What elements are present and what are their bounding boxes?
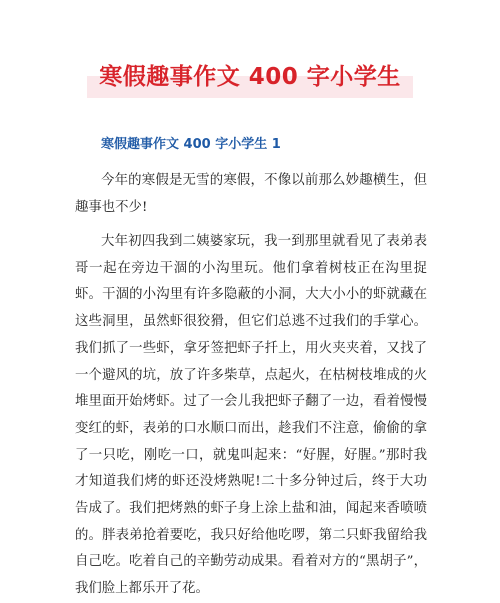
document-title: 寒假趣事作文 400 字小学生 [87,58,413,98]
paragraph-2: 大年初四我到二姨婆家玩，我一到那里就看见了表弟表哥一起在旁边干涸的小沟里玩。他们拿着树枝正在沟里捉虾。干涸的小沟里有许多隐蔽的小洞，大大小小的虾就藏在这些洞里，虽然虾很狡猾，但它们总逃不过我们的手掌心。我们抓了一些虾，拿牙签把虾子扦上，用火夹夹着，又找了一个避风的坑，放了许多柴草，点起火，在枯树枝堆成的火堆里面开始烤虾。过了一会儿我把虾子翻了一边，看着慢慢变红的虾，表弟的口水顺口而出，趁我们不注意，偷偷的拿了一只吃，刚吃一口，就鬼叫起来：“好腥，好腥。”那时我才知道我们烤的虾还没烤熟呢!二十多分钟过后，终于大功告成了。我们把烤熟的虾子身上涂上盐和油，闻起来香喷喷的。胖表弟抢着要吃，我只好给他吃啰，第二只虾我留给我自己吃。吃着自己的辛勤劳动成果。看着对方的“黑胡子”，我们脸上都乐开了花。 [75,234,427,597]
title-container [0,58,500,104]
paragraph-1: 今年的寒假是无雪的寒假，不像以前那么妙趣横生，但趣事也不少! [75,173,427,215]
section-subtitle: 寒假趣事作文 400 字小学生 1 [101,137,281,152]
